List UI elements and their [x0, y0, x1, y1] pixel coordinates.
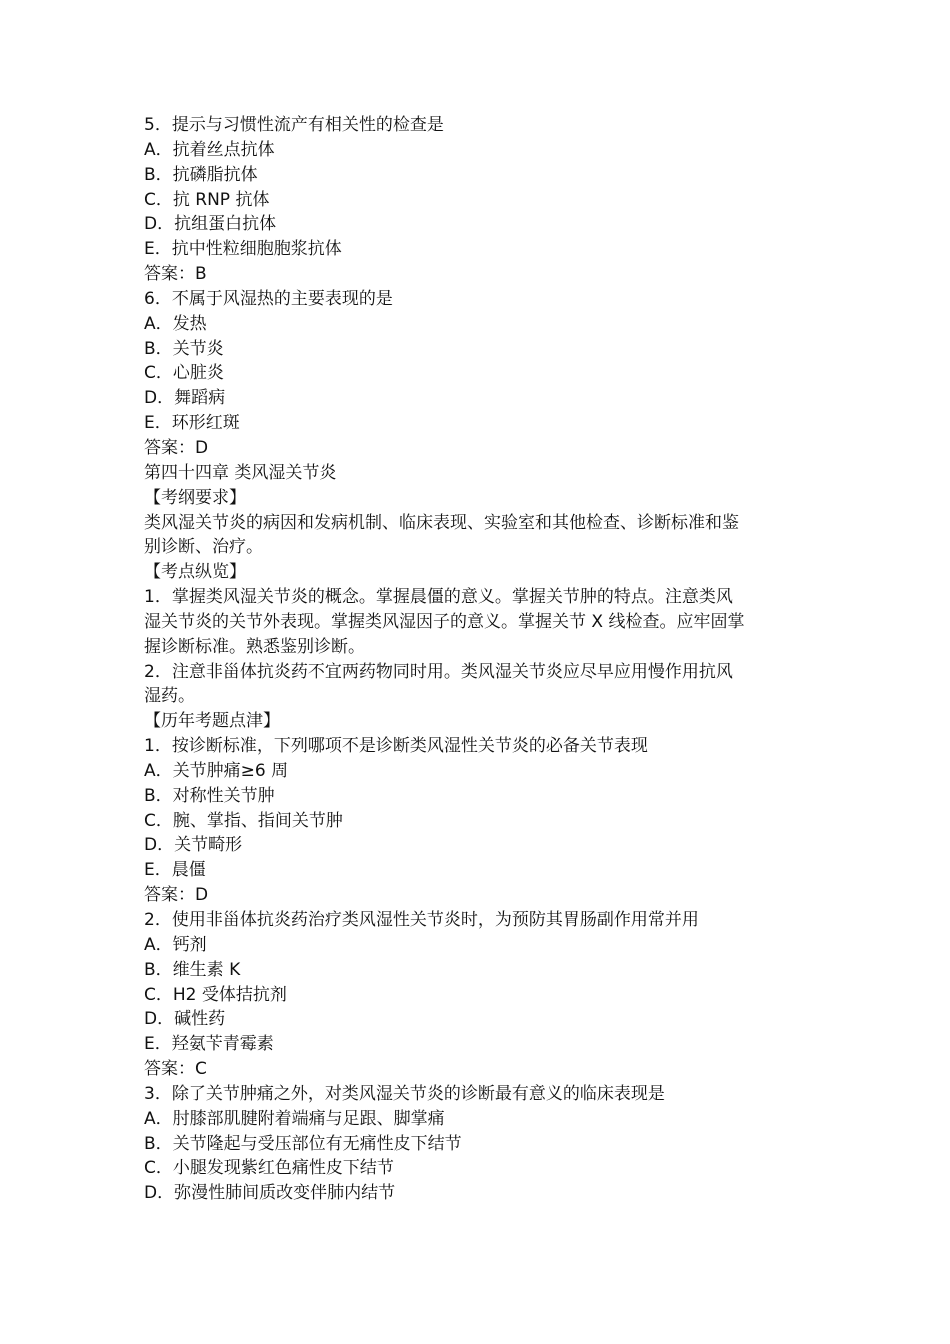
text-line: E．环形红斑: [144, 413, 240, 434]
text-line: A．发热: [144, 313, 207, 334]
text-line: 答案：D: [144, 885, 209, 906]
text-line: A．肘膝部肌腱附着端痛与足跟、脚掌痛: [144, 1108, 445, 1129]
text-line: D．抗组蛋白抗体: [144, 214, 277, 235]
text-line: A．钙剂: [144, 934, 207, 955]
text-line: 答案：D: [144, 437, 209, 458]
text-line: 3．除了关节肿痛之外，对类风湿关节炎的诊断最有意义的临床表现是: [144, 1083, 665, 1104]
text-line: C．H2 受体拮抗剂: [144, 984, 287, 1005]
text-line: 6．不属于风湿热的主要表现的是: [144, 288, 393, 309]
text-line: 湿关节炎的关节外表现。掌握类风湿因子的意义。掌握关节 X 线检查。应牢固掌: [144, 611, 745, 632]
text-line: B．对称性关节肿: [144, 785, 275, 806]
text-line: D．弥漫性肺间质改变伴肺内结节: [144, 1183, 396, 1204]
text-line: C．腕、掌指、指间关节肿: [144, 810, 343, 831]
text-line: 5．提示与习惯性流产有相关性的检查是: [144, 115, 444, 135]
text-line: 1．按诊断标准，下列哪项不是诊断类风湿性关节炎的必备关节表现: [144, 736, 648, 757]
text-line: 答案：C: [144, 1059, 207, 1080]
text-line: 【历年考题点津】: [144, 711, 280, 732]
text-line: E．羟氨苄青霉素: [144, 1034, 274, 1055]
text-line: D．舞蹈病: [144, 388, 226, 409]
document-body: [144, 113, 812, 1206]
text-line: A．关节肿痛≥6 周: [144, 760, 289, 781]
text-line: 别诊断、治疗。: [144, 537, 263, 558]
text-line: A．抗着丝点抗体: [144, 139, 275, 160]
text-line: B．抗磷脂抗体: [144, 164, 258, 185]
text-line: C．抗 RNP 抗体: [144, 189, 270, 210]
text-line: 第四十四章 类风湿关节炎: [144, 462, 337, 483]
text-line: 2．使用非甾体抗炎药治疗类风湿性关节炎时，为预防其胃肠副作用常并用: [144, 910, 699, 930]
text-line: C．心脏炎: [144, 363, 224, 384]
text-line: 【考纲要求】: [144, 487, 246, 508]
text-line: E．晨僵: [144, 860, 206, 881]
text-line: E．抗中性粒细胞胞浆抗体: [144, 239, 342, 260]
text-line: D．关节畸形: [144, 835, 243, 856]
text-line: 握诊断标准。熟悉鉴别诊断。: [144, 636, 365, 657]
text-line: D．碱性药: [144, 1009, 226, 1030]
text-line: 【考点纵览】: [144, 562, 246, 583]
text-line: B．关节炎: [144, 338, 224, 359]
text-line: C．小腿发现紫红色痛性皮下结节: [144, 1158, 394, 1179]
text-line: B．关节隆起与受压部位有无痛性皮下结节: [144, 1133, 462, 1154]
text-line: 2．注意非甾体抗炎药不宜两药物同时用。类风湿关节炎应尽早应用慢作用抗风: [144, 661, 733, 682]
text-line: B．维生素 K: [144, 959, 241, 980]
text-line: 类风湿关节炎的病因和发病机制、临床表现、实验室和其他检查、诊断标准和鉴: [144, 512, 739, 533]
text-line: 答案：B: [144, 264, 207, 285]
text-line: 1．掌握类风湿关节炎的概念。掌握晨僵的意义。掌握关节肿的特点。注意类风: [144, 587, 733, 608]
text-line: 湿药。: [144, 686, 195, 707]
